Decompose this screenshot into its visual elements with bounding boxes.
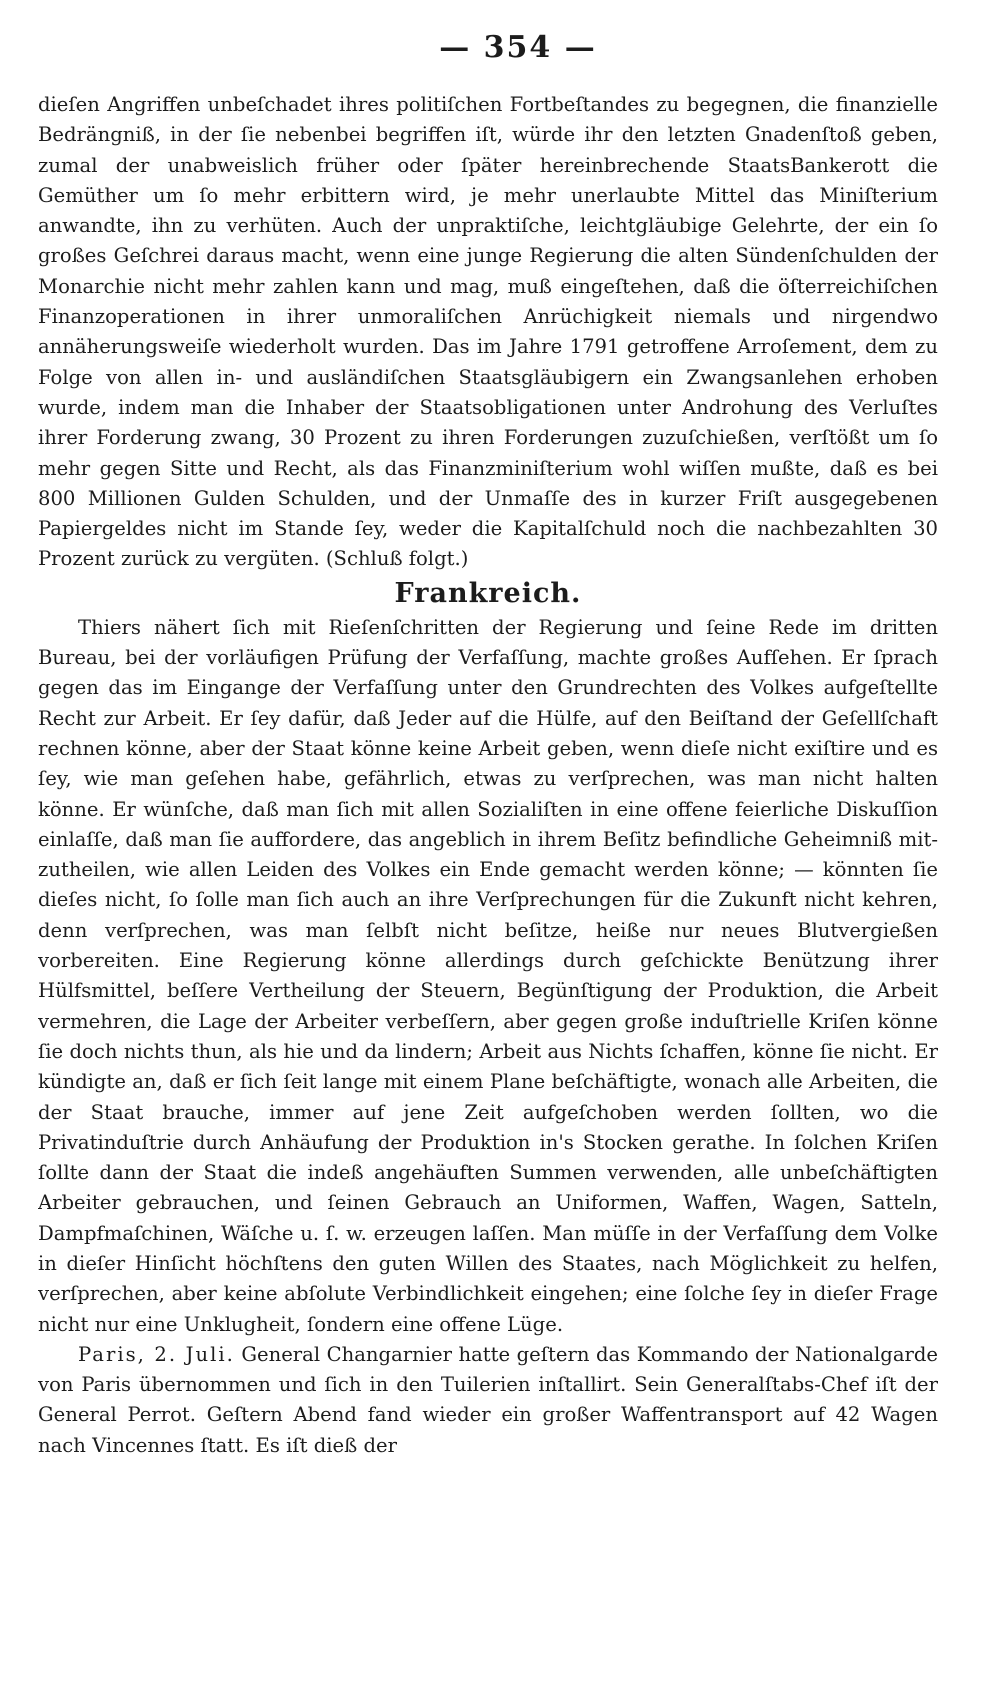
article-paragraph-austria-finances: dieſen Angriffen unbeſchadet ihres politiſchen Fortbeſtandes zu begegnen, die finanzielle Bedrängniß, in der ſie nebenbei begriffen iſt, würde ihr den letzten Gnadenſtoß geben, zumal der unabweislich früher oder ſpäter hereinbrechende StaatsBankerott die Gemüther um ſo mehr erbittern wird, je mehr unerlaubte Mittel das Miniſterium anwandte, ihn zu verhüten. Auch der unpraktiſche, leichtgläubige Gelehrte, der ein ſo großes Geſchrei daraus macht, wenn eine junge Regierung die alten Sündenſchulden der Monarchie nicht mehr zahlen kann und mag, muß eingeſtehen, daß die öſterreichiſchen Finanzoperationen in ihrer unmoraliſchen Anrüchigkeit niemals und nirgendwo annäherungsweiſe wiederholt wurden. Das im Jahre 1791 getroffene Arroſement, dem zu Folge von allen in- und ausländiſchen Staatsgläubigern ein Zwangsanlehen erhoben wurde, indem man die Inhaber der Staatsobligationen unter Androhung des Verluſtes ihrer Forderung zwang, 30 Prozent zu ihren Forderungen zuzuſchießen, verſtößt um ſo mehr gegen Sitte und Recht, als das Finanzminiſterium wohl wiſſen mußte, daß es bei 800 Millionen Gulden Schulden, und der Unmaſſe des in kurzer Friſt ausgegebenen Papiergeldes nicht im Stande ſey, weder die Kapitalſchuld noch die nachbezahlten 30 Prozent zurück zu vergüten. (Schluß folgt.) [38,93,938,571]
article-paragraph-paris [38,1340,938,1461]
paragraph-body: General Changarnier hatte geſtern das Kommando der Nationalgarde von Paris übernommen und ſich in den Tuilerien inſtallirt. Sein Generalſtabs-Chef iſt der General Perrot. Geſtern Abend fand wieder ein großer Waffentransport auf 42 Wagen nach Vincennes ſtatt. Es iſt dieß der [38,1342,938,1457]
page-number: — 354 — [439,30,597,65]
section-heading-france: Frankreich. [394,577,582,609]
newspaper-page [38,28,938,1678]
article-paragraph-thiers: Thiers nähert ſich mit Rieſenſchritten der Regierung und ſeine Rede im dritten Bureau, bei der vorläufigen Prüfung der Verfaſſung, machte großes Aufſehen. Er ſprach gegen das im Eingange der Verfaſſung unter den Grundrechten des Volkes aufgeſtellte Recht zur Arbeit. Er ſey dafür, daß Jeder auf die Hülfe, auf den Beiſtand der Geſellſchaft rechnen könne, aber der Staat könne keine Arbeit geben, wenn dieſe nicht exiſtire und es ſey, wie man geſehen habe, gefährlich, etwas zu verſprechen, was man nicht halten könne. Er wünſche, daß man ſich mit allen Sozialiſten in eine offene feierliche Diskuſſion einlaſſe, daß man ſie auffordere, das angeblich in ihrem Beſitz befindliche Geheimniß mitzutheilen, wie allen Leiden des Volkes ein Ende gemacht werden könne; — könnten ſie dieſes nicht, ſo ſolle man ſich auch an ihre Verſprechungen für die Zukunft nicht kehren, denn verſprechen, was man ſelbſt nicht beſitze, heiße nur neues Blutvergießen vorbereiten. Eine Regierung könne allerdings durch geſchickte Benützung ihrer Hülfsmittel, beſſere Vertheilung der Steuern, Begünſtigung der Produktion, die Arbeit vermehren, die Lage der Arbeiter verbeſſern, aber gegen große induſtrielle Kriſen könne ſie doch nichts thun, als hie und da lindern; Arbeit aus Nichts ſchaffen, könne ſie nicht. Er kündigte an, daß er ſich ſeit lange mit einem Plane beſchäftigte, wonach alle Arbeiten, die der Staat brauche, immer auf jene Zeit aufgeſchoben werden ſollten, wo die Privatinduſtrie durch Anhäufung der Produktion in's Stocken gerathe. In ſolchen Kriſen ſollte dann der Staat die indeß angehäuften Summen verwenden, alle unbeſchäftigten Arbeiter gebrauchen, und ſeinen Gebrauch an Uniformen, Waffen, Wagen, Satteln, Dampfmaſchinen, Wäſche u. ſ. w. erzeugen laſſen. Man müſſe in der Verfaſſung dem Volke in dieſer Hinſicht höchſtens den guten Willen des Staates, nach Möglichkeit zu helfen, verſprechen, aber keine abſolute Verbindlichkeit eingehen; eine ſolche ſey in dieſer Frage nicht nur eine Unklugheit, ſondern eine offene Lüge. [38,615,938,1336]
dateline: Paris, 2. Juli. [78,1342,235,1366]
